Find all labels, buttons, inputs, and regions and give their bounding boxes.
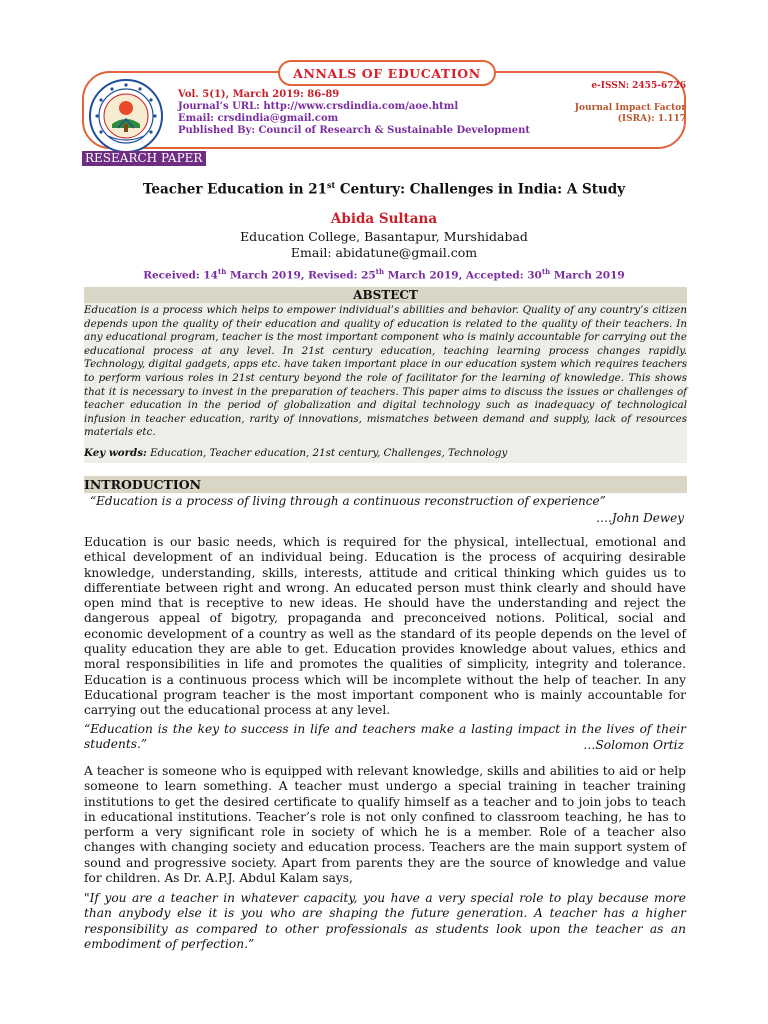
- abstract-text: Education is a process which helps to empower individual’s abilities and behavior. Quality of any country’s citizen depends upon the quality of their education and quality of education is related to the quality of their teachers. In any educational program, teacher is the most important component who is mainly accountable for carrying out the educational process at any level. In 21st century education, teaching learning process changes rapidly. Technology, digital gadgets, apps etc. have taken important place in our education system which requires teachers to perform various roles in 21st century beyond the role of facilitator for the learning of knowledge. This shows that it is necessary to invest in the preparation of teachers. This paper aims to discuss the issues or challenges of teacher education in the period of globalization and digital technology such as inadequacy of technological infusion in teacher education, rarity of innovations, mismatches between demand and supply, lack of resources materials etc.: [84, 304, 687, 439]
- intro-paragraph-1: Education is our basic needs, which is required for the physical, intellectual, emotional and ethical development of an individual being. Education is the process of acquiring desirable knowledge, understanding, skills, interests, attitude and critical thinking which guides us to differentiate between right and wrong. An educated person must think clearly and should have open mind that is receptive to new ideas. He should have the understanding and reject the dangerous appeal of bigotry, propaganda and preconceived notions. Political, social and economic development of a country as well as the standard of its people depends on the level of quality education they are able to get. Education provides knowledge about values, ethics and moral responsibilities in life and promotes the qualities of simplicity, integrity and tolerance. Education is a continuous process which will be incomplete without the help of teacher. In any Educational program teacher is the most important component who is mainly accountable for carrying out the educational process at any level.: [84, 535, 686, 718]
- crsd-logo-icon: [88, 78, 164, 154]
- quote-dewey: “Education is a process of living through a continuous reconstruction of experience”: [90, 494, 606, 508]
- submission-dates: Received: 14th March 2019, Revised: 25th March 2019, Accepted: 30th March 2019: [143, 267, 625, 282]
- journal-email[interactable]: Email: crsdindia@gmail.com: [178, 113, 339, 124]
- journal-volume: Vol. 5(1), March 2019: 86-89: [178, 89, 340, 100]
- introduction-heading: INTRODUCTION: [84, 476, 687, 493]
- journal-publisher: Published By: Council of Research & Sustainable Development: [178, 125, 531, 136]
- paper-title: Teacher Education in 21st Century: Challenges in India: A Study: [142, 180, 626, 198]
- author-affiliation: Education College, Basantapur, Murshidabad: [240, 229, 528, 244]
- journal-eissn: e-ISSN: 2455-6726: [591, 81, 686, 91]
- journal-url[interactable]: Journal’s URL: http://www.crsdindia.com/aoe.html: [178, 101, 459, 112]
- author-email[interactable]: Email: abidatune@gmail.com: [290, 245, 478, 260]
- quote-ortiz: “Education is the key to success in life and teachers make a lasting impact in the lives of their students.”: [84, 722, 686, 752]
- keywords: [84, 446, 687, 460]
- journal-title: ANNALS OF EDUCATION: [278, 60, 496, 86]
- intro-paragraph-2: A teacher is someone who is equipped with relevant knowledge, skills and abilities to aid or help someone to learn something. A teacher must undergo a special training in teacher training institutions to get the desired certificate to qualify himself as a teacher and to join jobs to teach in educational institutions. Teacher’s role is not only confined to classroom teaching, he has to perform a very significant role in society of which he is a member. Role of a teacher also changes with changing society and education process. Teachers are the main support system of sound and progressive society. Apart from parents they are the source of knowledge and value for children. As Dr. A.P.J. Abdul Kalam says,: [84, 764, 686, 886]
- impact-factor-value: (ISRA): 1.117: [617, 114, 686, 124]
- paper-type-badge: RESEARCH PAPER: [82, 151, 206, 166]
- impact-factor-label: Journal Impact Factor: [574, 103, 686, 113]
- quote-dewey-attribution: ….John Dewey: [596, 511, 684, 525]
- author-name: Abida Sultana: [330, 211, 438, 227]
- quote-ortiz-attribution: …Solomon Ortiz: [583, 738, 684, 752]
- keywords-list: Education, Teacher education, 21st century, Challenges, Technology: [150, 447, 508, 459]
- keywords-label: Key words:: [84, 447, 147, 459]
- quote-kalam: "If you are a teacher in whatever capacity, you have a very special role to play because more than anybody else it is you who are shaping the future generation. A teacher has a higher responsibility as compared to other professionals as students look upon the teacher as an embodiment of perfection.”: [84, 891, 686, 951]
- abstract-heading: ABSTECT: [84, 287, 687, 303]
